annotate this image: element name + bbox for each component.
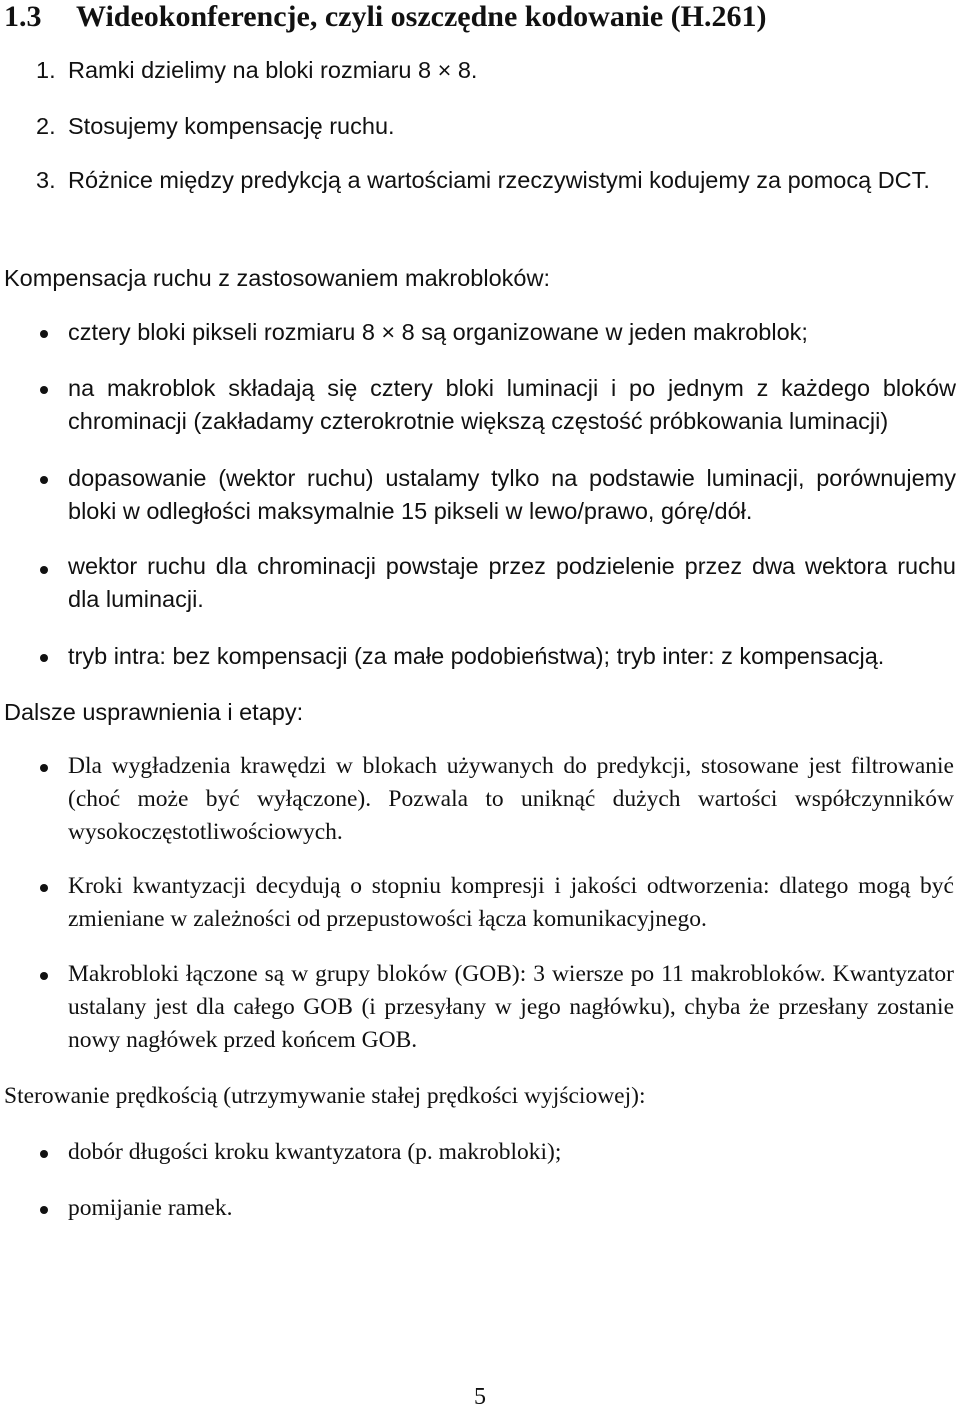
list-item: tryb intra: bez kompensacji (za małe podobieństwa); tryb inter: z kompensacją. [68, 643, 885, 669]
bullet-icon [40, 476, 48, 484]
list-item: na makroblok składają się cztery bloki luminacji i po jednym z każdego bloków chrominacji (zakładamy czterokrotnie większą częstość próbkowania luminacji) [68, 375, 956, 434]
bullet-icon [40, 386, 48, 394]
section-title: Wideokonferencje, czyli oszczędne kodowanie (H.261) [76, 0, 767, 33]
section-heading [4, 0, 766, 34]
list-item: dobór długości kroku kwantyzatora (p. makrobloki); [68, 1139, 562, 1165]
improvements-intro: Dalsze usprawnienia i etapy: [4, 699, 304, 725]
list-item: wektor ruchu dla chrominacji powstaje przez podzielenie przez dwa wektora ruchu dla luminacji. [68, 553, 956, 612]
page-number: 5 [474, 1384, 486, 1410]
bullet-icon [40, 654, 48, 662]
rate-control-intro: Sterowanie prędkością (utrzymywanie stałej prędkości wyjściowej): [4, 1083, 646, 1109]
section-number: 1.3 [4, 0, 42, 33]
enum-label: 1. [36, 57, 56, 83]
enum-label: 3. [36, 167, 56, 193]
list-item: pomijanie ramek. [68, 1195, 233, 1221]
list-item: cztery bloki pikseli rozmiaru 8 × 8 są organizowane w jeden makroblok; [68, 319, 808, 345]
list-item: Dla wygładzenia krawędzi w blokach używanych do predykcji, stosowane jest filtrowanie (choć może być wyłączone). Pozwala to uniknąć dużych wartości współczynników wysokoczęstotliwościowych. [68, 753, 954, 845]
bullet-icon [40, 1206, 48, 1214]
bullet-icon [40, 972, 48, 980]
enum-label: 2. [36, 113, 56, 139]
list-item: Makrobloki łączone są w grupy bloków (GOB): 3 wiersze po 11 makrobloków. Kwantyzator ustalany jest dla całego GOB (i przesyłany w jego nagłówku), chyba że przesłany zostanie nowy nagłówek przed końcem GOB. [68, 961, 954, 1053]
bullet-icon [40, 1150, 48, 1158]
bullet-icon [40, 566, 48, 574]
motion-compensation-intro: Kompensacja ruchu z zastosowaniem makrobloków: [4, 265, 550, 291]
enum-item-text: Ramki dzielimy na bloki rozmiaru 8 × 8. [68, 57, 478, 83]
list-item: Kroki kwantyzacji decydują o stopniu kompresji i jakości odtworzenia: dlatego mogą być zmieniane w zależności od przepustowości łącza komunikacyjnego. [68, 873, 954, 932]
bullet-icon [40, 884, 48, 892]
bullet-icon [40, 330, 48, 338]
enum-item-text: Stosujemy kompensację ruchu. [68, 113, 395, 139]
list-item: dopasowanie (wektor ruchu) ustalamy tylko na podstawie luminacji, porównujemy bloki w odległości maksymalnie 15 pikseli w lewo/prawo, górę/dół. [68, 465, 956, 524]
enum-item-text: Różnice między predykcją a wartościami rzeczywistymi kodujemy za pomocą DCT. [68, 167, 930, 193]
bullet-icon [40, 764, 48, 772]
